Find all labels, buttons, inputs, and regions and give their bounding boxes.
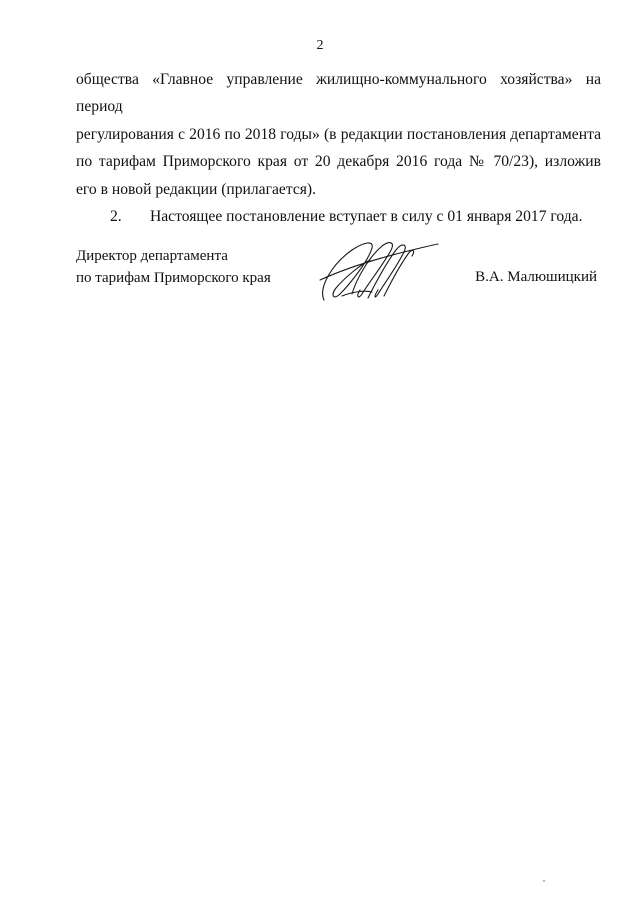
paragraph-2	[76, 203, 601, 230]
paragraph-1-line-1: общества «Главное управление жилищно-коммунального хозяйства» на период	[76, 71, 601, 116]
paragraph-1-line-3: по тарифам Приморского края от 20 декабря 2016 года № 70/23), изложив	[76, 153, 601, 171]
document-body	[76, 66, 601, 230]
handwritten-signature-icon	[312, 234, 442, 314]
signatory-title-line-1: Директор департамента	[76, 248, 228, 264]
signatory-title	[76, 245, 271, 289]
paragraph-2-number: 2.	[110, 208, 122, 226]
page-number: 2	[316, 38, 324, 53]
signatory-name: В.А. Малюшицкий	[475, 269, 597, 285]
signatory-title-line-2: по тарифам Приморского края	[76, 270, 271, 286]
paragraph-1	[76, 66, 601, 203]
paragraph-1-line-2: регулирования с 2016 по 2018 годы» (в редакции постановления департамента	[76, 125, 601, 143]
paragraph-2-text: Настоящее постановление вступает в силу с 01 января 2017 года.	[150, 208, 583, 226]
scan-artifact	[543, 880, 545, 882]
paragraph-1-line-4: его в новой редакции (прилагается).	[76, 180, 317, 198]
